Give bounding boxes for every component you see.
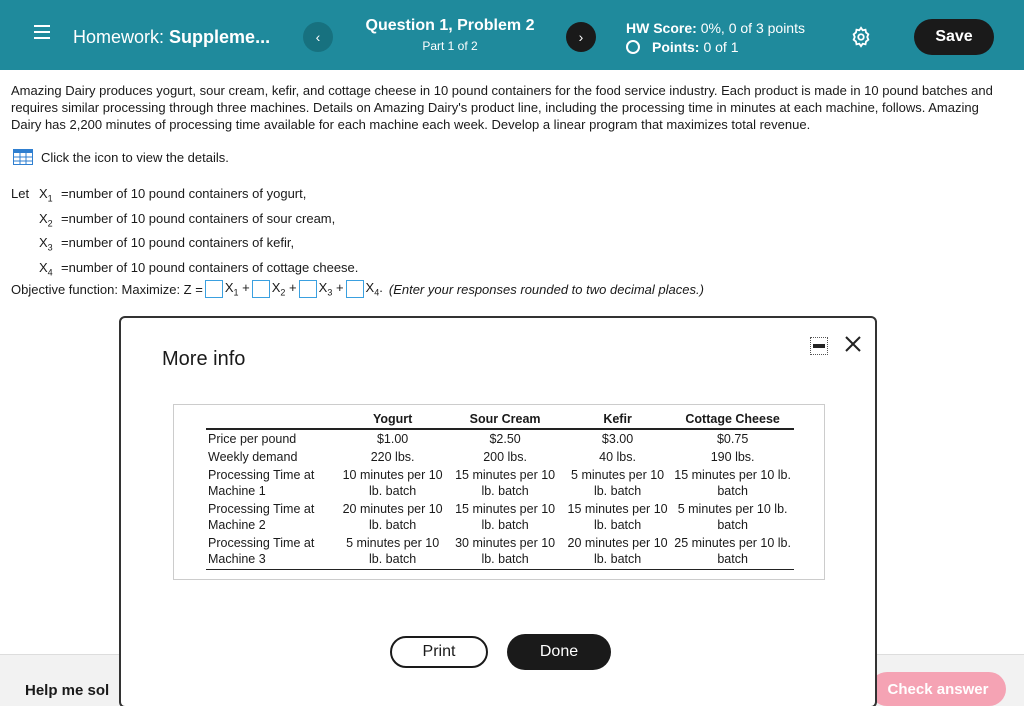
column-header: Kefir [564, 411, 671, 429]
objective-function: Objective function: Maximize: Z = $X_1$ + $X_2$ + $X_3$ + $X_4$. (Enter your responses rounded to two decimal places.) [11, 280, 704, 298]
previous-question-button[interactable]: ‹ [303, 22, 333, 52]
table-cell: 15 minutes per 10 lb. batch [455, 468, 556, 498]
details-text: Click the icon to view the details. [41, 149, 229, 165]
table-cell: 5 minutes per 10 lb. batch [677, 502, 788, 532]
gear-icon[interactable] [850, 26, 872, 48]
variable-row [11, 209, 358, 234]
close-icon[interactable] [843, 334, 863, 354]
variable-symbol: $X_3$ [39, 235, 53, 253]
row-label: Processing Time at Machine 1 [208, 468, 315, 498]
variable-row [11, 258, 358, 283]
check-answer-button[interactable]: Check answer [870, 672, 1006, 706]
info-table-frame [173, 404, 825, 580]
menu-icon[interactable] [34, 25, 50, 41]
table-cell: 190 lbs. [710, 450, 755, 464]
points-value: 0 of 1 [703, 39, 739, 55]
coefficient-input-3[interactable] [299, 280, 317, 298]
variable-description: =number of 10 pound containers of sour cream, [61, 210, 336, 226]
table-cell: 200 lbs. [483, 450, 527, 464]
hw-score-value: 0%, 0 of 3 points [700, 20, 805, 36]
variable-description: =number of 10 pound containers of cottage cheese. [61, 259, 359, 275]
info-table [206, 411, 794, 570]
table-cell: 25 minutes per 10 lb. batch [671, 534, 794, 570]
table-cell: 30 minutes per 10 lb. batch [446, 534, 564, 570]
table-row [206, 500, 794, 534]
table-cell: 5 minutes per 10 lb. batch [339, 534, 446, 570]
table-cell: 5 minutes per 10 lb. batch [571, 468, 665, 498]
coefficient-input-1[interactable] [205, 280, 223, 298]
column-header: Yogurt [339, 411, 446, 429]
points-indicator [626, 39, 738, 55]
column-header: Cottage Cheese [671, 411, 794, 429]
table-cell: $2.50 [489, 432, 521, 446]
table-cell: 220 lbs. [370, 450, 415, 464]
coefficient-input-4[interactable] [346, 280, 364, 298]
modal-title: More info [162, 348, 246, 370]
save-button[interactable]: Save [914, 19, 994, 55]
column-header: Sour Cream [446, 411, 564, 429]
row-label: Weekly demand [208, 450, 298, 464]
done-button[interactable]: Done [507, 634, 611, 670]
help-me-solve-button[interactable]: Help me sol [25, 682, 110, 699]
more-info-modal [119, 316, 877, 706]
question-part: Part 1 of 2 [422, 39, 478, 53]
variable-description: =number of 10 pound containers of kefir, [61, 235, 295, 251]
table-row [206, 466, 794, 500]
homework-prefix: Homework: [73, 27, 165, 47]
table-row [206, 429, 794, 448]
homework-title[interactable] [73, 27, 270, 48]
row-label: Processing Time at Machine 2 [208, 502, 315, 532]
table-cell: 40 lbs. [599, 450, 636, 464]
table-row [206, 448, 794, 466]
next-question-button[interactable]: › [566, 22, 596, 52]
variable-row [11, 184, 358, 209]
homework-name: Suppleme... [169, 27, 271, 47]
variable-row [11, 233, 358, 258]
table-cell: $0.75 [716, 432, 749, 446]
table-cell: 20 minutes per 10 lb. batch [564, 534, 671, 570]
question-title: Question 1, Problem 2 [365, 17, 535, 34]
print-button[interactable]: Print [390, 636, 488, 668]
table-header-row [206, 411, 794, 429]
minimize-icon[interactable] [810, 337, 828, 355]
variable-definitions [11, 184, 358, 282]
table-cell: $1.00 [376, 432, 409, 446]
row-label: Processing Time at Machine 3 [206, 534, 339, 570]
objective-prefix: Objective function: Maximize: Z = [11, 281, 203, 297]
variable-symbol: $X_2$ [39, 210, 53, 229]
objective-hint: (Enter your responses rounded to two decimal places.) [388, 281, 704, 297]
hw-score [626, 20, 805, 36]
table-cell: 20 minutes per 10 lb. batch [342, 502, 443, 532]
variable-symbol: $X_4$ [39, 259, 53, 278]
column-header [206, 411, 339, 429]
problem-statement: Amazing Dairy produces yogurt, sour cream, kefir, and cottage cheese in 10 pound containers for the food service industry. Each product is made in 10 pound batches and requires similar processing through three machines. Details on Amazing Dairy's product line, including the processing time in minutes at each machine, follows. Amazing Dairy has 2,200 minutes of processing time available for each machine each week. Develop a linear program that maximizes total revenue. [11, 83, 993, 132]
points-label: Points: [652, 39, 700, 55]
table-cell: 15 minutes per 10 lb. batch [674, 468, 791, 498]
coefficient-input-2[interactable] [252, 280, 270, 298]
table-cell: $3.00 [601, 432, 634, 446]
row-label: Price per pound [208, 432, 297, 446]
table-icon[interactable] [13, 149, 33, 165]
points-circle-icon [626, 40, 640, 54]
table-cell: 10 minutes per 10 lb. batch [342, 468, 443, 498]
hw-score-label: HW Score: [626, 20, 697, 36]
details-row [13, 149, 229, 165]
table-cell: 15 minutes per 10 lb. batch [567, 502, 668, 532]
variable-description: =number of 10 pound containers of yogurt, [61, 186, 307, 201]
top-header [0, 0, 1024, 70]
table-cell: 15 minutes per 10 lb. batch [455, 502, 556, 532]
table-row [206, 534, 794, 570]
let-prefix: Let [11, 186, 30, 201]
variable-symbol: $X_1$ [39, 186, 53, 204]
